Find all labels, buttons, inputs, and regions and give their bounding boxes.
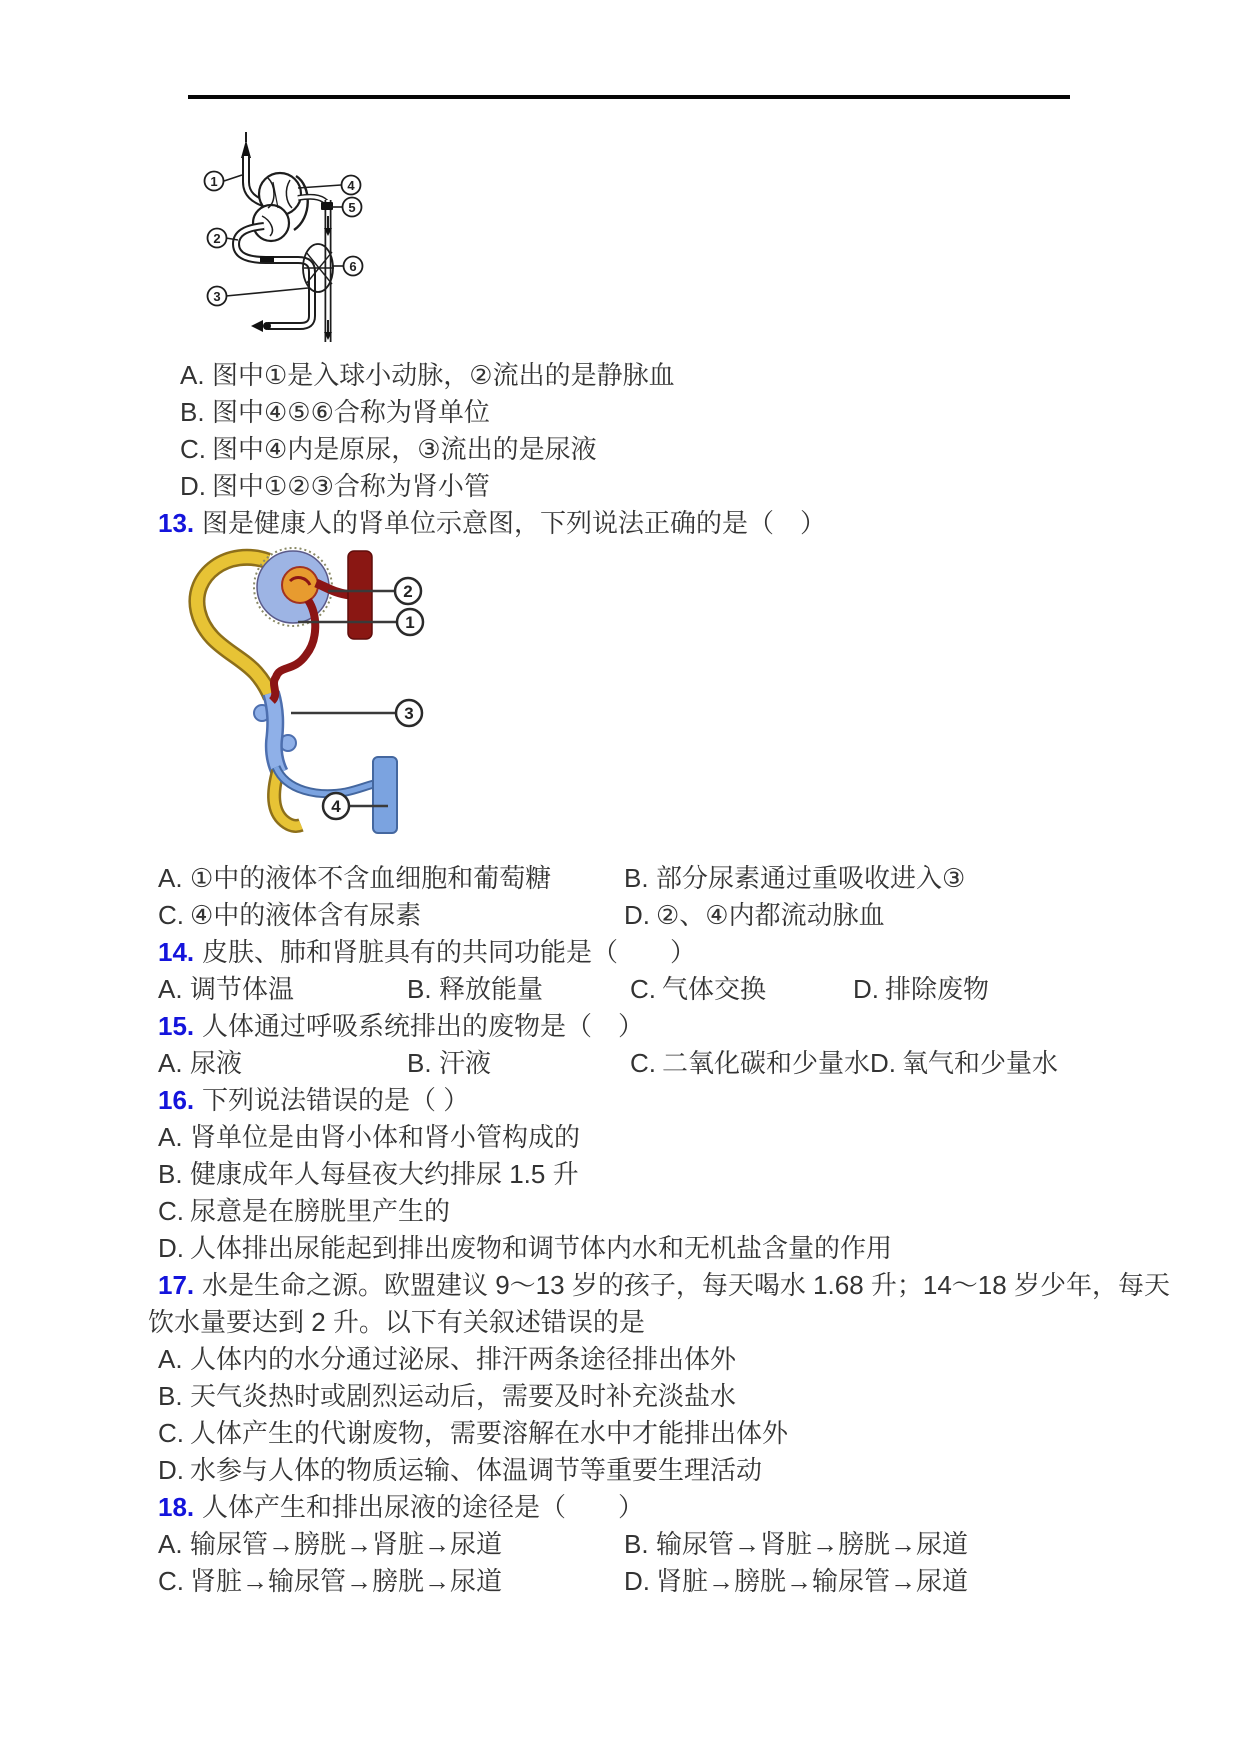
option-text: 人体产生的代谢废物，需要溶解在水中才能排出体外 bbox=[190, 1417, 789, 1448]
option-text: 尿液 bbox=[190, 1047, 243, 1078]
fig2-label-4: 4 bbox=[331, 797, 341, 816]
option-text: 人体排出尿能起到排出废物和调节体内水和无机盐含量的作用 bbox=[190, 1232, 893, 1263]
question-number: 17. bbox=[158, 1269, 195, 1300]
question-17-option-b bbox=[158, 1377, 1088, 1414]
question-18-option-b bbox=[624, 1527, 968, 1561]
question-15-option-d bbox=[870, 1046, 1058, 1080]
option-text: 图中④⑤⑥合称为肾单位 bbox=[212, 396, 490, 427]
option-text: 图中④内是原尿，③流出的是尿液 bbox=[212, 433, 597, 464]
header-rule bbox=[188, 95, 1070, 99]
option-text: 排除废物 bbox=[885, 973, 990, 1004]
option-letter: D. bbox=[180, 470, 206, 501]
option-text: ②、④内都流动脉血 bbox=[656, 899, 885, 930]
question-16-option-b bbox=[158, 1155, 1088, 1192]
fig1-label-5: 5 bbox=[348, 200, 356, 215]
option-text: 尿意是在膀胱里产生的 bbox=[190, 1195, 451, 1226]
question-text-column bbox=[148, 356, 1170, 1599]
stem-text: 图是健康人的肾单位示意图，下列说法正确的是（ ） bbox=[202, 507, 827, 538]
nephron-line-diagram bbox=[178, 124, 378, 362]
option-letter: D. bbox=[158, 1454, 184, 1485]
stem-text: 人体产生和排出尿液的途径是（ ） bbox=[202, 1491, 645, 1522]
option-letter: C. bbox=[158, 1195, 184, 1226]
question-17-option-d bbox=[158, 1451, 1088, 1488]
stem-text: 饮水量要达到 2 升。以下有关叙述错误的是 bbox=[148, 1306, 645, 1337]
question-number: 16. bbox=[158, 1084, 195, 1115]
figure-2-area bbox=[158, 541, 1088, 859]
question-14-option-a bbox=[158, 972, 407, 1006]
question-18-option-a bbox=[158, 1527, 624, 1561]
question-16-option-c bbox=[158, 1192, 1088, 1229]
question-16-option-a bbox=[158, 1118, 1088, 1155]
option-letter: A. bbox=[158, 1047, 183, 1078]
question-15-option-a bbox=[158, 1046, 407, 1080]
nephron-color-diagram bbox=[168, 545, 468, 845]
option-letter: B. bbox=[624, 862, 649, 893]
option-letter: A. bbox=[180, 359, 205, 390]
question-13-options-row-2 bbox=[158, 896, 1088, 933]
fig1-label-2: 2 bbox=[213, 231, 221, 246]
question-number: 15. bbox=[158, 1010, 195, 1041]
question-17-stem-continuation bbox=[148, 1303, 1088, 1340]
question-17-stem bbox=[158, 1266, 1170, 1303]
question-15-stem bbox=[158, 1007, 1088, 1044]
option-text: ①中的液体不含血细胞和葡萄糖 bbox=[190, 862, 552, 893]
question-16-option-d bbox=[158, 1229, 1088, 1266]
option-text: 肾脏→输尿管→膀胱→尿道 bbox=[190, 1565, 503, 1596]
question-12-option-d bbox=[158, 467, 1088, 504]
option-letter: A. bbox=[158, 1121, 183, 1152]
question-13-option-d bbox=[624, 898, 885, 932]
question-17-option-a bbox=[158, 1340, 1088, 1377]
question-14-option-d bbox=[853, 972, 989, 1006]
question-15-option-c bbox=[630, 1046, 870, 1080]
option-letter: C. bbox=[180, 433, 206, 464]
fig1-label-6: 6 bbox=[349, 259, 357, 274]
stem-text: 水是生命之源。欧盟建议 9～13 岁的孩子，每天喝水 1.68 升；14～18 岁少年，每天 bbox=[202, 1269, 1170, 1300]
option-letter: B. bbox=[158, 1158, 183, 1189]
question-13-options-row-1 bbox=[158, 859, 1088, 896]
question-14-options bbox=[158, 970, 1088, 1007]
option-letter: B. bbox=[180, 396, 205, 427]
fig1-label-1: 1 bbox=[210, 174, 218, 189]
question-18-option-c bbox=[158, 1564, 624, 1598]
fig2-label-2: 2 bbox=[403, 582, 413, 601]
question-14-stem bbox=[158, 933, 1088, 970]
option-text: 图中①是入球小动脉，②流出的是静脉血 bbox=[212, 359, 675, 390]
option-letter: A. bbox=[158, 1343, 183, 1374]
option-letter: A. bbox=[158, 973, 183, 1004]
question-14-option-c bbox=[630, 972, 853, 1006]
question-number: 14. bbox=[158, 936, 195, 967]
question-15-options bbox=[158, 1044, 1088, 1081]
option-letter: C. bbox=[158, 1565, 184, 1596]
option-letter: D. bbox=[853, 973, 879, 1004]
question-17-option-c bbox=[158, 1414, 1088, 1451]
question-18-options-row-2 bbox=[158, 1562, 1088, 1599]
question-16-stem bbox=[158, 1081, 1088, 1118]
option-letter: C. bbox=[630, 973, 656, 1004]
option-text: 二氧化碳和少量水 bbox=[662, 1047, 871, 1078]
question-number: 13. bbox=[158, 507, 195, 538]
question-18-stem bbox=[158, 1488, 1088, 1525]
option-text: 健康成年人每昼夜大约排尿 1.5 升 bbox=[190, 1158, 579, 1189]
fig2-label-1: 1 bbox=[405, 613, 415, 632]
option-letter: B. bbox=[407, 1047, 432, 1078]
option-letter: A. bbox=[158, 862, 183, 893]
fig2-label-3: 3 bbox=[404, 704, 414, 723]
option-letter: C. bbox=[630, 1047, 656, 1078]
question-13-option-c bbox=[158, 898, 624, 932]
option-text: 释放能量 bbox=[439, 973, 544, 1004]
question-13-option-a bbox=[158, 861, 624, 895]
stem-text: 人体通过呼吸系统排出的废物是（ ） bbox=[202, 1010, 645, 1041]
fig1-label-3: 3 bbox=[213, 289, 221, 304]
option-text: 天气炎热时或剧烈运动后，需要及时补充淡盐水 bbox=[190, 1380, 737, 1411]
question-12-option-a bbox=[158, 356, 1088, 393]
option-text: 肾脏→膀胱→输尿管→尿道 bbox=[656, 1565, 969, 1596]
question-18-options-row-1 bbox=[158, 1525, 1088, 1562]
option-text: 汗液 bbox=[439, 1047, 492, 1078]
option-text: 输尿管→膀胱→肾脏→尿道 bbox=[190, 1528, 503, 1559]
option-text: 气体交换 bbox=[662, 973, 767, 1004]
question-18-option-d bbox=[624, 1564, 968, 1598]
option-letter: C. bbox=[158, 1417, 184, 1448]
option-letter: A. bbox=[158, 1528, 183, 1559]
question-13-stem bbox=[158, 504, 1088, 541]
option-text: 调节体温 bbox=[190, 973, 295, 1004]
fig1-label-4: 4 bbox=[347, 178, 355, 193]
option-letter: B. bbox=[158, 1380, 183, 1411]
option-letter: D. bbox=[624, 899, 650, 930]
question-12-option-c bbox=[158, 430, 1088, 467]
option-letter: C. bbox=[158, 899, 184, 930]
question-12-option-b bbox=[158, 393, 1088, 430]
question-15-option-b bbox=[407, 1046, 630, 1080]
option-letter: D. bbox=[624, 1565, 650, 1596]
option-letter: D. bbox=[158, 1232, 184, 1263]
question-14-option-b bbox=[407, 972, 630, 1006]
option-text: ④中的液体含有尿素 bbox=[190, 899, 422, 930]
option-text: 输尿管→肾脏→膀胱→尿道 bbox=[656, 1528, 969, 1559]
question-13-option-b bbox=[624, 861, 965, 895]
option-text: 肾单位是由肾小体和肾小管构成的 bbox=[190, 1121, 581, 1152]
option-text: 部分尿素通过重吸收进入③ bbox=[656, 862, 966, 893]
option-letter: B. bbox=[624, 1528, 649, 1559]
option-text: 图中①②③合称为肾小管 bbox=[212, 470, 490, 501]
option-text: 氧气和少量水 bbox=[902, 1047, 1059, 1078]
option-text: 水参与人体的物质运输、体温调节等重要生理活动 bbox=[190, 1454, 763, 1485]
question-number: 18. bbox=[158, 1491, 195, 1522]
option-letter: D. bbox=[870, 1047, 897, 1078]
option-letter: B. bbox=[407, 973, 432, 1004]
option-text: 人体内的水分通过泌尿、排汗两条途径排出体外 bbox=[190, 1343, 737, 1374]
stem-text: 皮肤、肺和肾脏具有的共同功能是（ ） bbox=[202, 936, 697, 967]
stem-text: 下列说法错误的是（ ） bbox=[202, 1084, 470, 1115]
